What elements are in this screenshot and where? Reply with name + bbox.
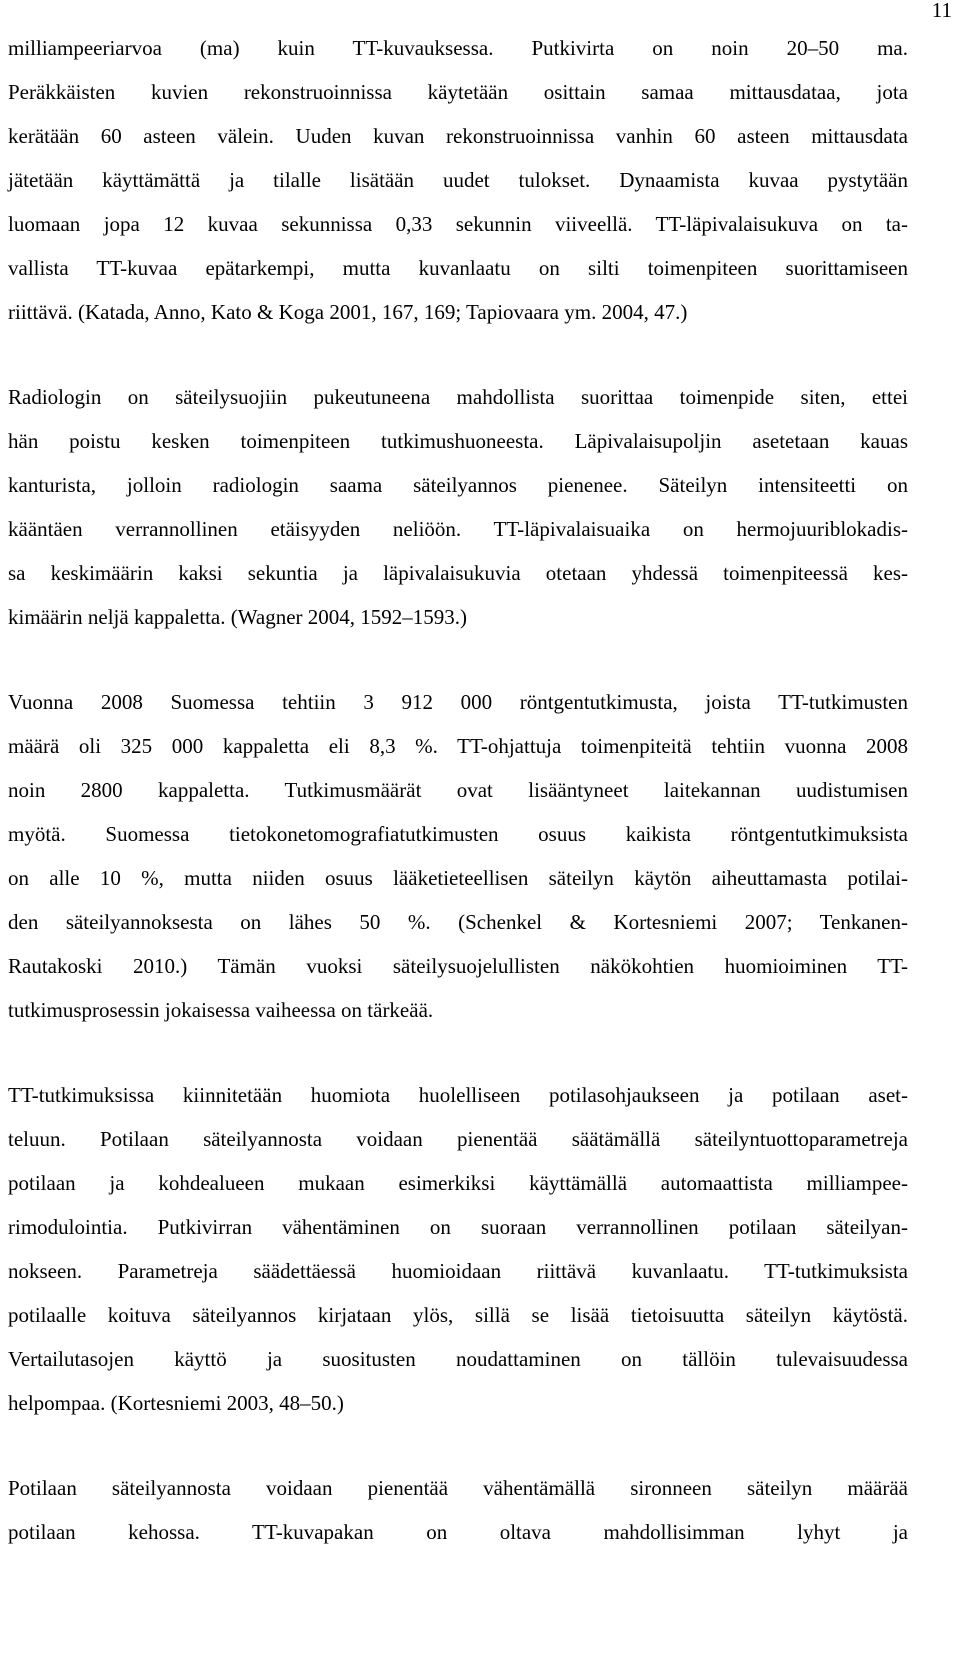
text-line: myötä. Suomessa tietokonetomografiatutkimusten osuus kaikista röntgentutkimuksista <box>8 822 908 846</box>
text-line: vallista TT-kuvaa epätarkempi, mutta kuvanlaatu on silti toimenpiteen suorittamiseen <box>8 256 908 280</box>
text-line: jätetään käyttämättä ja tilalle lisätään uudet tulokset. Dynaamista kuvaa pystytään <box>8 168 908 192</box>
text-line: noin 2800 kappaletta. Tutkimusmäärät ovat lisääntyneet laitekannan uudistumisen <box>8 778 908 802</box>
text-line: tutkimusprosessin jokaisessa vaiheessa on tärkeää. <box>8 998 434 1022</box>
text-line: rimodulointia. Putkivirran vähentäminen on suoraan verrannollinen potilaan säteilyan- <box>8 1215 908 1239</box>
text-line: sa keskimäärin kaksi sekuntia ja läpivalaisukuvia otetaan yhdessä toimenpiteessä kes- <box>8 561 908 585</box>
paragraph-5 <box>8 1466 908 1554</box>
text-line: Vertailutasojen käyttö ja suositusten noudattaminen on tällöin tulevaisuudessa <box>8 1347 908 1371</box>
text-line: kerätään 60 asteen välein. Uuden kuvan rekonstruoinnissa vanhin 60 asteen mittausdata <box>8 124 908 148</box>
text-line: teluun. Potilaan säteilyannosta voidaan pienentää säätämällä säteilyntuottoparametreja <box>8 1127 908 1151</box>
paragraph-2 <box>8 375 908 639</box>
text-line: potilaalle koituva säteilyannos kirjataan ylös, sillä se lisää tietoisuutta säteilyn käytöstä. <box>8 1303 908 1327</box>
document-body <box>8 26 908 1595</box>
paragraph-1 <box>8 26 908 334</box>
paragraph-3 <box>8 680 908 1032</box>
text-line: den säteilyannoksesta on lähes 50 %. (Schenkel & Kortesniemi 2007; Tenkanen- <box>8 910 908 934</box>
page-number: 11 <box>931 0 952 22</box>
text-line: riittävä. (Katada, Anno, Kato & Koga 2001, 167, 169; Tapiovaara ym. 2004, 47.) <box>8 300 688 324</box>
text-line: helpompaa. (Kortesniemi 2003, 48–50.) <box>8 1391 344 1415</box>
text-line: kanturista, jolloin radiologin saama säteilyannos pienenee. Säteilyn intensiteetti on <box>8 473 908 497</box>
text-line: TT-tutkimuksissa kiinnitetään huomiota huolelliseen potilasohjaukseen ja potilaan aset- <box>8 1083 908 1107</box>
text-line: määrä oli 325 000 kappaletta eli 8,3 %. TT-ohjattuja toimenpiteitä tehtiin vuonna 2008 <box>8 734 908 758</box>
text-line: on alle 10 %, mutta niiden osuus lääketieteellisen säteilyn käytön aiheuttamasta potilai- <box>8 866 908 890</box>
text-line: Rautakoski 2010.) Tämän vuoksi säteilysuojelullisten näkökohtien huomioiminen TT- <box>8 954 908 978</box>
text-line: hän poistu kesken toimenpiteen tutkimushuoneesta. Läpivalaisupoljin asetetaan kauas <box>8 429 908 453</box>
text-line: potilaan kehossa. TT-kuvapakan on oltava mahdollisimman lyhyt ja <box>8 1520 908 1544</box>
text-line: kimäärin neljä kappaletta. (Wagner 2004, 1592–1593.) <box>8 605 467 629</box>
text-line: Potilaan säteilyannosta voidaan pienentää vähentämällä sironneen säteilyn määrää <box>8 1476 908 1500</box>
text-line: milliampeeriarvoa (ma) kuin TT-kuvauksessa. Putkivirta on noin 20–50 ma. <box>8 36 908 60</box>
text-line: kääntäen verrannollinen etäisyyden neliöön. TT-läpivalaisuaika on hermojuuriblokadis- <box>8 517 908 541</box>
text-line: nokseen. Parametreja säädettäessä huomioidaan riittävä kuvanlaatu. TT-tutkimuksista <box>8 1259 908 1283</box>
text-line: luomaan jopa 12 kuvaa sekunnissa 0,33 sekunnin viiveellä. TT-läpivalaisukuva on ta- <box>8 212 908 236</box>
text-line: potilaan ja kohdealueen mukaan esimerkiksi käyttämällä automaattista milliampee- <box>8 1171 908 1195</box>
text-line: Peräkkäisten kuvien rekonstruoinnissa käytetään osittain samaa mittausdataa, jota <box>8 80 908 104</box>
text-line: Vuonna 2008 Suomessa tehtiin 3 912 000 röntgentutkimusta, joista TT-tutkimusten <box>8 690 908 714</box>
text-line: Radiologin on säteilysuojiin pukeutuneena mahdollista suorittaa toimenpide siten, ettei <box>8 385 908 409</box>
paragraph-4 <box>8 1073 908 1425</box>
